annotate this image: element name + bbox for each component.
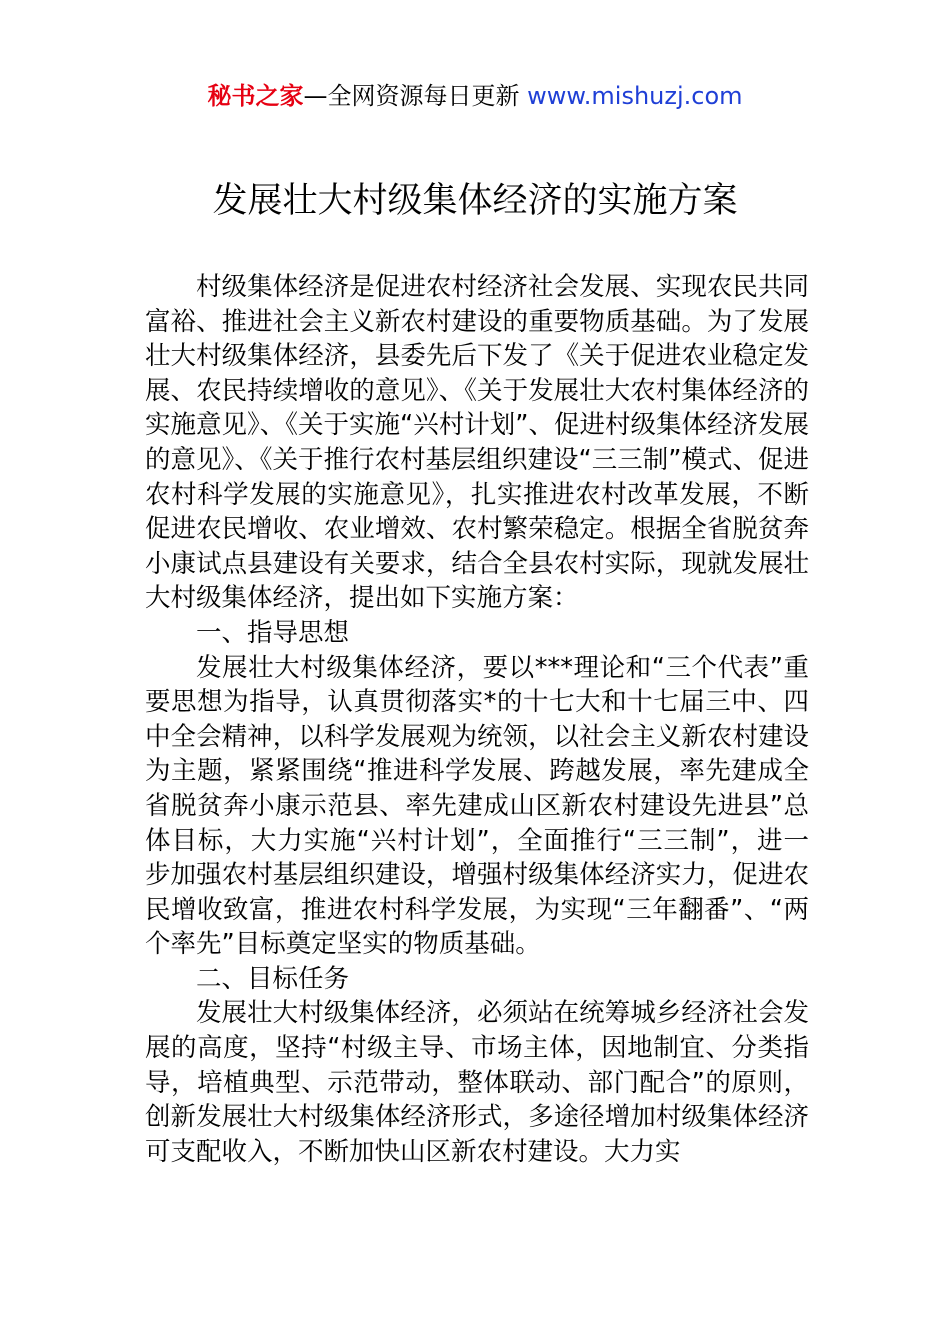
site-brand: 秘书之家	[207, 82, 304, 110]
document-title: 发展壮大村级集体经济的实施方案	[212, 181, 738, 221]
section-heading-guiding-thought: 一、指导思想	[196, 617, 350, 648]
intro-paragraph: 村级集体经济是促进农村经济社会发展、实现农民共同富裕、推进社会主义新农村建设的重要物质基础。为了发展壮大村级集体经济，县委先后下发了《关于促进农业稳定发展、农民持续增收的意见》、《关于发展壮大农村集体经济的实施意见》、《关于实施“兴村计划”、促进村级集体经济发展的意见》、《关于推行农村基层组织建设“三三制”模式、促进农村科学发展的实施意见》，扎实推进农村改革发展，不断促进农民增收、农业增效、农村繁荣稳定。根据全省脱贫奔小康试点县建设有关要求，结合全县农村实际，现就发展壮大村级集体经济，提出如下实施方案：	[145, 272, 809, 614]
document-body	[145, 270, 809, 1169]
guiding-thought-paragraph: 发展壮大村级集体经济，要以***理论和“三个代表”重要思想为指导，认真贯彻落实*的十七大和十七届三中、四中全会精神，以科学发展观为统领，以社会主义新农村建设为主题，紧紧围绕“推进科学发展、跨越发展，率先建成全省脱贫奔小康示范县、率先建成山区新农村建设先进县”总体目标，大力实施“兴村计划”，全面推行“三三制”，进一步加强农村基层组织建设，增强村级集体经济实力，促进农民增收致富，推进农村科学发展，为实现“三年翻番”、“两个率先”目标奠定坚实的物质基础。	[145, 652, 809, 960]
site-tagline: —全网资源每日更新	[303, 82, 528, 110]
goals-paragraph: 发展壮大村级集体经济，必须站在统筹城乡经济社会发展的高度，坚持“村级主导、市场主体，因地制宜、分类指导，培植典型、示范带动，整体联动、部门配合”的原则，创新发展壮大村级集体经济形式，多途径增加村级集体经济可支配收入，不断加快山区新农村建设。大力实	[145, 998, 809, 1167]
site-url: www.mishuzj.com	[527, 82, 743, 110]
site-header	[0, 78, 950, 114]
section-heading-goals: 二、目标任务	[196, 963, 350, 994]
